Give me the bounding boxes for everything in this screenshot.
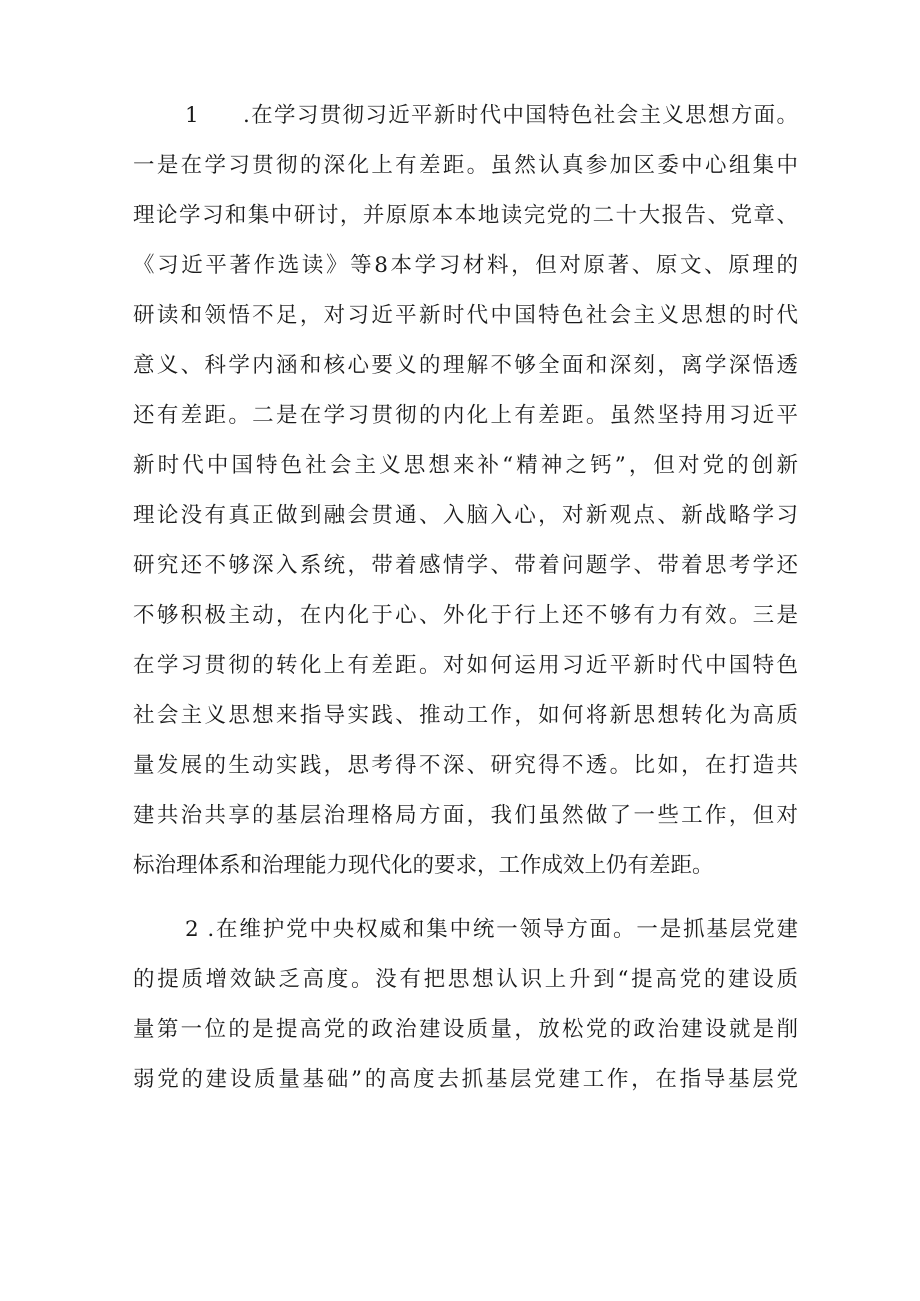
paragraph-line: 建共治共享的基层治理格局方面，我们虽然做了一些工作，但对: [133, 803, 798, 828]
paragraph-line: 量第一位的是提高党的政治建设质量，放松党的政治建设就是削: [133, 1017, 798, 1042]
section1-number: 1: [185, 103, 199, 128]
paragraph-line: 在学习贯彻的转化上有差距。对如何运用习近平新时代中国特色: [133, 653, 798, 678]
paragraph-line: 的提质增效缺乏高度。没有把思想认识上升到“提高党的建设质: [133, 967, 798, 992]
paragraph-line: 不够积极主动，在内化于心、外化于行上还不够有力有效。三是: [133, 603, 798, 628]
paragraph-line: 一是在学习贯彻的深化上有差距。虽然认真参加区委中心组集中: [133, 153, 798, 178]
paragraph-line: 标治理体系和治理能力现代化的要求，工作成效上仍有差距。: [133, 853, 714, 878]
paragraph-line: 《习近平著作选读》等8本学习材料，但对原著、原文、原理的: [133, 253, 798, 278]
paragraph-line: 弱党的建设质量基础”的高度去抓基层党建工作，在指导基层党: [133, 1067, 798, 1092]
paragraph-line: 社会主义思想来指导实践、推动工作，如何将新思想转化为高质: [133, 703, 798, 728]
section1-heading: [185, 96, 798, 136]
paragraph-line: 意义、科学内涵和核心要义的理解不够全面和深刻，离学深悟透: [133, 353, 798, 378]
paragraph-line: 研读和领悟不足，对习近平新时代中国特色社会主义思想的时代: [133, 303, 798, 328]
paragraph-line: 还有差距。二是在学习贯彻的内化上有差距。虽然坚持用习近平: [133, 403, 798, 428]
section1-heading-text: .在学习贯彻习近平新时代中国特色社会主义思想方面。: [243, 103, 798, 128]
paragraph-line: 量发展的生动实践，思考得不深、研究得不透。比如，在打造共: [133, 753, 798, 778]
section2-heading: 2 .在维护党中央权威和集中统一领导方面。一是抓基层党建: [185, 917, 798, 942]
paragraph-line: 理论没有真正做到融会贯通、入脑入心，对新观点、新战略学习: [133, 503, 798, 528]
paragraph-line: 理论学习和集中研讨，并原原本本地读完党的二十大报告、党章、: [133, 203, 798, 228]
paragraph-line: 新时代中国特色社会主义思想来补“精神之钙”，但对党的创新: [133, 453, 798, 478]
paragraph-line: 研究还不够深入系统，带着感情学、带着问题学、带着思考学还: [133, 553, 798, 578]
